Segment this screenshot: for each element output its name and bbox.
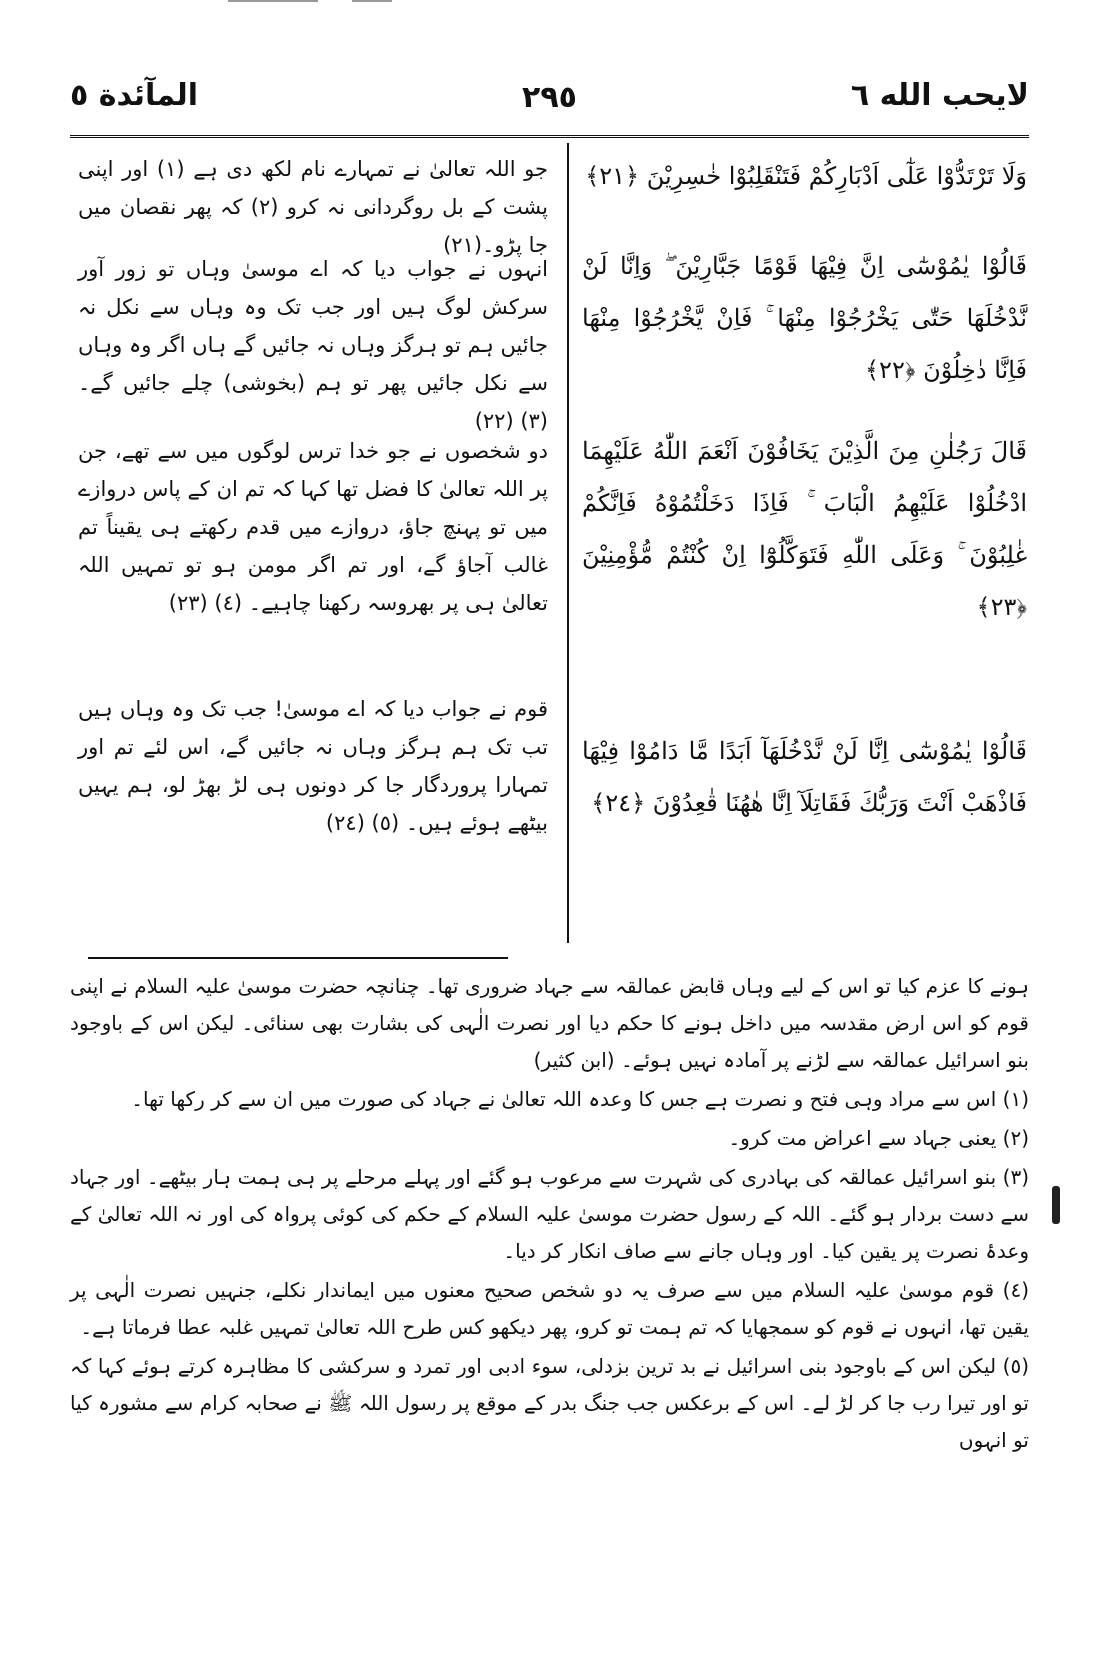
- footnotes: [70, 968, 1029, 1461]
- footnote-divider: [88, 957, 508, 959]
- footnote-continuation: ہونے کا عزم کیا تو اس کے لیے وہاں قابض عمالقہ سے جہاد ضروری تھا۔ چنانچہ حضرت موسیٰ علیہ السلام نے اپنی قوم کو اس ارض مقدسہ میں داخل ہونے کا حکم دیا اور نصرت الٰہی کی بشارت بھی سنائی۔ لیکن اس کے باوجود بنو اسرائیل عمالقہ سے لڑنے پر آمادہ نہیں ہوئے۔ (ابن کثیر): [70, 974, 1029, 1072]
- translation-21: جو اللہ تعالیٰ نے تمہارے نام لکھ دی ہے (١) اور اپنی پشت کے بل روگردانی نہ کرو (٢) کہ پھر نقصان میں جا پڑو۔(٢١): [78, 157, 548, 257]
- footnote-5: (٥) لیکن اس کے باوجود بنی اسرائیل نے بد ترین بزدلی، سوء ادبی اور تمرد و سرکشی کا مظاہرہ کرتے ہوئے کہا کہ تو اور تیرا رب جا کر لڑ لے۔ اس کے برعکس جب جنگ بدر کے موقع پر رسول اللہ ﷺ نے صحابہ کرام سے مشورہ کیا تو انہوں: [70, 1354, 1029, 1452]
- scan-mark: [228, 0, 318, 2]
- page-header: [70, 78, 1029, 130]
- ayah-22: قَالُوْا يٰمُوْسٰٓى اِنَّ فِيْهَا قَوْمًا جَبَّارِيْنَ ۖ وَاِنَّا لَنْ نَّدْخُلَهَا حَتّٰى يَخْرُجُوْا مِنْهَا ۚ فَاِنْ يَّخْرُجُوْا مِنْهَا فَاِنَّا دٰخِلُوْنَ ﴿٢٢﴾: [582, 252, 1027, 384]
- arabic-text-column: [582, 150, 1027, 950]
- footnote-2: (٢) یعنی جہاد سے اعراض مت کرو۔: [728, 1126, 1029, 1150]
- ayah-21: وَلَا تَرْتَدُّوْا عَلٰٓى اَدْبَارِكُمْ فَتَنْقَلِبُوْا خٰسِرِيْنَ ﴿٢١﴾: [585, 162, 1027, 190]
- translation-24: قوم نے جواب دیا کہ اے موسیٰ! جب تک وہ وہاں ہیں تب تک ہم ہرگز وہاں نہ جائیں گے، اس لئے تم اور تمہارا پروردگار جا کر دونوں ہی لڑ بھڑ لو، ہم یہیں بیٹھے ہوئے ہیں۔ (٥) (٢٤): [78, 697, 548, 835]
- footnote-4: (٤) قوم موسیٰ علیہ السلام میں سے صرف یہ دو شخص صحیح معنوں میں ایماندار نکلے، جنہیں نصرت الٰہی پر یقین تھا، انہوں نے قوم کو سمجھایا کہ تم ہمت تو کرو، پھر دیکھو کس طرح اللہ تعالیٰ تمہیں غلبہ عطا فرماتا ہے۔: [70, 1278, 1029, 1339]
- ayah-23: قَالَ رَجُلٰنِ مِنَ الَّذِيْنَ يَخَافُوْنَ اَنْعَمَ اللّٰهُ عَلَيْهِمَا ادْخُلُوْا عَلَيْهِمُ الْبَابَ ۚ فَاِذَا دَخَلْتُمُوْهُ فَاِنَّكُمْ غٰلِبُوْنَ ۚ وَعَلَى اللّٰهِ فَتَوَكَّلُوْٓا اِنْ كُنْتُمْ مُّؤْمِنِيْنَ ﴿٢٣﴾: [582, 437, 1027, 621]
- surah-title: المآئدة ٥: [70, 78, 198, 113]
- footnote-1: (١) اس سے مراد وہی فتح و نصرت ہے جس کا وعدہ اللہ تعالیٰ نے جہاد کی صورت میں ان سے کر رکھا تھا۔: [131, 1087, 1029, 1111]
- ayah-24: قَالُوْا يٰمُوْسٰٓى اِنَّا لَنْ نَّدْخُلَهَآ اَبَدًا مَّا دَامُوْا فِيْهَا فَاذْهَبْ اَنْتَ وَرَبُّكَ فَقَاتِلَآ اِنَّا هٰهُنَا قٰعِدُوْنَ ﴿٢٤﴾: [582, 737, 1027, 817]
- header-divider: [70, 135, 1029, 138]
- column-divider: [567, 143, 569, 943]
- scan-margin-mark: [1052, 1186, 1060, 1224]
- footnote-3: (٣) بنو اسرائیل عمالقہ کی بہادری کی شہرت سے مرعوب ہو گئے اور پہلے مرحلے پر ہی ہمت ہار بیٹھے۔ اور جہاد سے دست بردار ہو گئے۔ اللہ کے رسول حضرت موسیٰ علیہ السلام کے حکم کی کوئی پرواہ کی اور نہ اللہ تعالیٰ کے وعدۂ نصرت پر یقین کیا۔ اور وہاں جانے سے صاف انکار کر دیا۔: [70, 1165, 1029, 1263]
- scan-mark: [352, 0, 392, 2]
- translation-23: دو شخصوں نے جو خدا ترس لوگوں میں سے تھے، جن پر اللہ تعالیٰ کا فضل تھا کہا کہ تم ان کے پاس دروازے میں تو پہنچ جاؤ، دروازے میں قدم رکھتے ہی یقیناً تم غالب آجاؤ گے، اور تم اگر مومن ہو تو تمہیں اللہ تعالیٰ ہی پر بھروسہ رکھنا چاہیے۔ (٤) (٢٣): [78, 439, 548, 615]
- juz-title: لايحب الله ٦: [850, 78, 1029, 113]
- page-number: ٢٩٥: [522, 80, 577, 115]
- translation-22: انہوں نے جواب دیا کہ اے موسیٰ وہاں تو زور آور سرکش لوگ ہیں اور جب تک وہ وہاں سے نکل نہ جائیں ہم تو ہرگز وہاں نہ جائیں گے ہاں اگر وہ وہاں سے نکل جائیں پھر تو ہم (بخوشی) چلے جائیں گے۔ (٣) (٢٢): [78, 257, 548, 433]
